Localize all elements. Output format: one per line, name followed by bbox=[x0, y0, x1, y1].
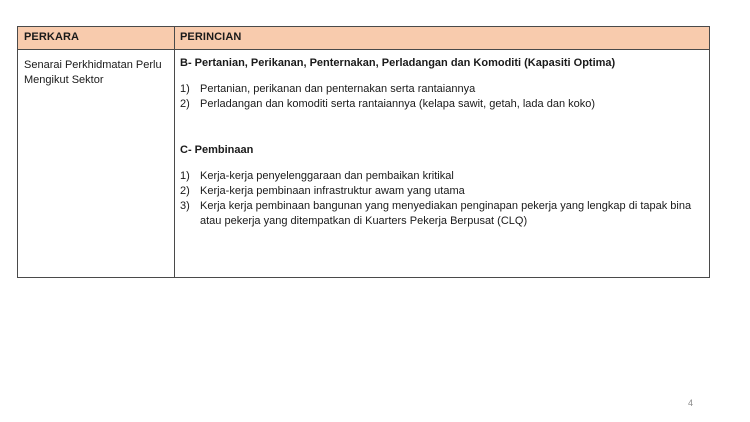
list-item-text: Kerja kerja pembinaan bangunan yang menyediakan penginapan pekerja yang lengkap di tapak bina atau pekerja yang ditempatkan di Kuarters Pekerja Berpusat (CLQ) bbox=[200, 200, 692, 227]
list-item bbox=[180, 82, 708, 97]
header-perkara: PERKARA bbox=[24, 31, 80, 43]
list-item-number: 3) bbox=[180, 200, 190, 212]
section-b-list bbox=[180, 82, 708, 112]
page-number: 4 bbox=[688, 398, 694, 408]
header-perincian: PERINCIAN bbox=[180, 31, 242, 43]
list-item bbox=[180, 169, 708, 184]
list-item-number: 1) bbox=[180, 170, 190, 182]
section-title-c: C- Pembinaan bbox=[180, 144, 254, 156]
list-item-text: Kerja-kerja penyelenggaraan dan pembaikan kritikal bbox=[200, 170, 454, 182]
list-item bbox=[180, 199, 708, 229]
list-item-number: 2) bbox=[180, 98, 190, 110]
list-item bbox=[180, 97, 708, 112]
list-item-text: Kerja-kerja pembinaan infrastruktur awam yang utama bbox=[200, 185, 465, 197]
perincian-cell bbox=[180, 56, 708, 229]
section-title-b: B- Pertanian, Perikanan, Penternakan, Perladangan dan Komoditi (Kapasiti Optima) bbox=[180, 57, 616, 69]
services-table bbox=[17, 26, 710, 278]
list-item-number: 1) bbox=[180, 83, 190, 95]
section-c-list bbox=[180, 169, 708, 229]
table-header-row bbox=[18, 27, 709, 50]
list-item bbox=[180, 184, 708, 199]
column-divider bbox=[174, 27, 175, 277]
list-item-number: 2) bbox=[180, 185, 190, 197]
list-item-text: Perladangan dan komoditi serta rantaiannya (kelapa sawit, getah, lada dan koko) bbox=[200, 98, 596, 110]
perkara-cell: Senarai Perkhidmatan Perlu Mengikut Sektor bbox=[24, 59, 162, 86]
list-item-text: Pertanian, perikanan dan penternakan serta rantaiannya bbox=[200, 83, 476, 95]
